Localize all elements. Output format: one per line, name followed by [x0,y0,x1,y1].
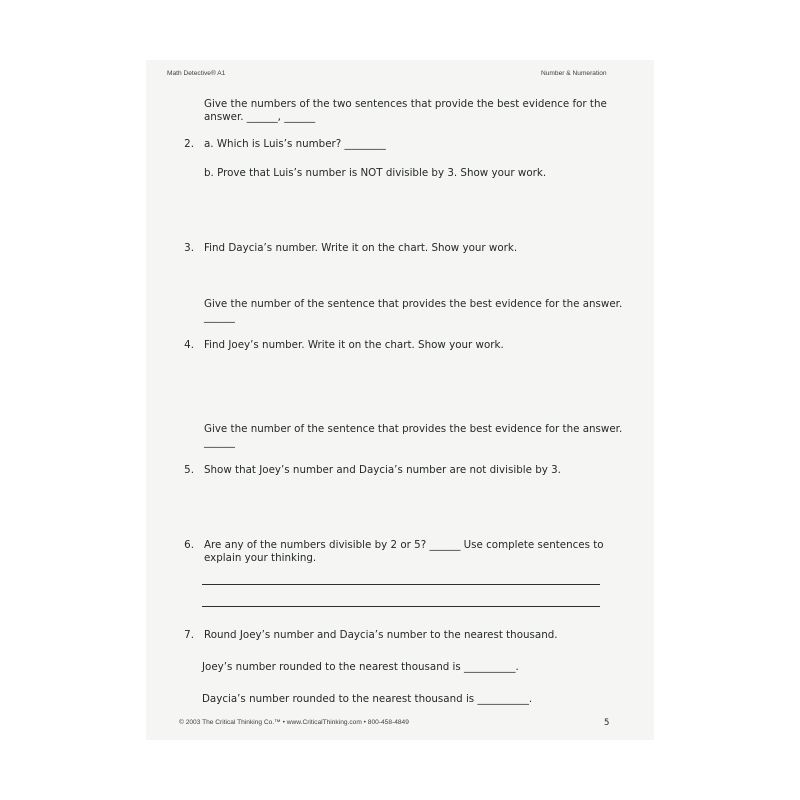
intro-line-2: answer. ______, ______ [204,111,316,123]
page-number: 5 [604,718,610,728]
answer-line-1 [202,584,600,585]
header-section: Number & Numeration [541,70,607,77]
footer-copyright: © 2003 The Critical Thinking Co.™ • www.CriticalThinking.com • 800-458-4849 [179,719,409,726]
question-7-text: Round Joey’s number and Daycia’s number to the nearest thousand. [204,629,558,641]
question-7-daycia-rounded: Daycia’s number rounded to the nearest thousand is __________. [202,693,533,705]
answer-line-2 [202,606,600,607]
intro-line-1: Give the numbers of the two sentences that provide the best evidence for the [204,98,607,110]
question-7-joey-rounded: Joey’s number rounded to the nearest thousand is __________. [202,661,519,673]
header-title: Math Detective® A1 [167,70,226,77]
question-3-text: Find Daycia’s number. Write it on the chart. Show your work. [204,242,518,254]
question-4-number: 4. [184,339,194,351]
question-6-text-line-2: explain your thinking. [204,552,317,564]
question-4-answer-blank: ______ [204,436,235,448]
question-5-number: 5. [184,464,194,476]
question-6-text-line-1: Are any of the numbers divisible by 2 or 5? ______ Use complete sentences to [204,539,604,551]
question-3-number: 3. [184,242,194,254]
question-5-text: Show that Joey’s number and Daycia’s number are not divisible by 3. [204,464,561,476]
question-4-text: Find Joey’s number. Write it on the chart. Show your work. [204,339,504,351]
question-3-answer-blank: ______ [204,311,235,323]
question-3-evidence-prompt: Give the number of the sentence that provides the best evidence for the answer. [204,298,623,310]
question-4-evidence-prompt: Give the number of the sentence that provides the best evidence for the answer. [204,423,623,435]
worksheet-page [146,60,654,740]
question-6-number: 6. [184,539,194,551]
question-2a-text: a. Which is Luis’s number? ________ [204,138,386,150]
question-2-number: 2. [184,138,194,150]
question-7-number: 7. [184,629,194,641]
question-2b-text: b. Prove that Luis’s number is NOT divisible by 3. Show your work. [204,167,547,179]
